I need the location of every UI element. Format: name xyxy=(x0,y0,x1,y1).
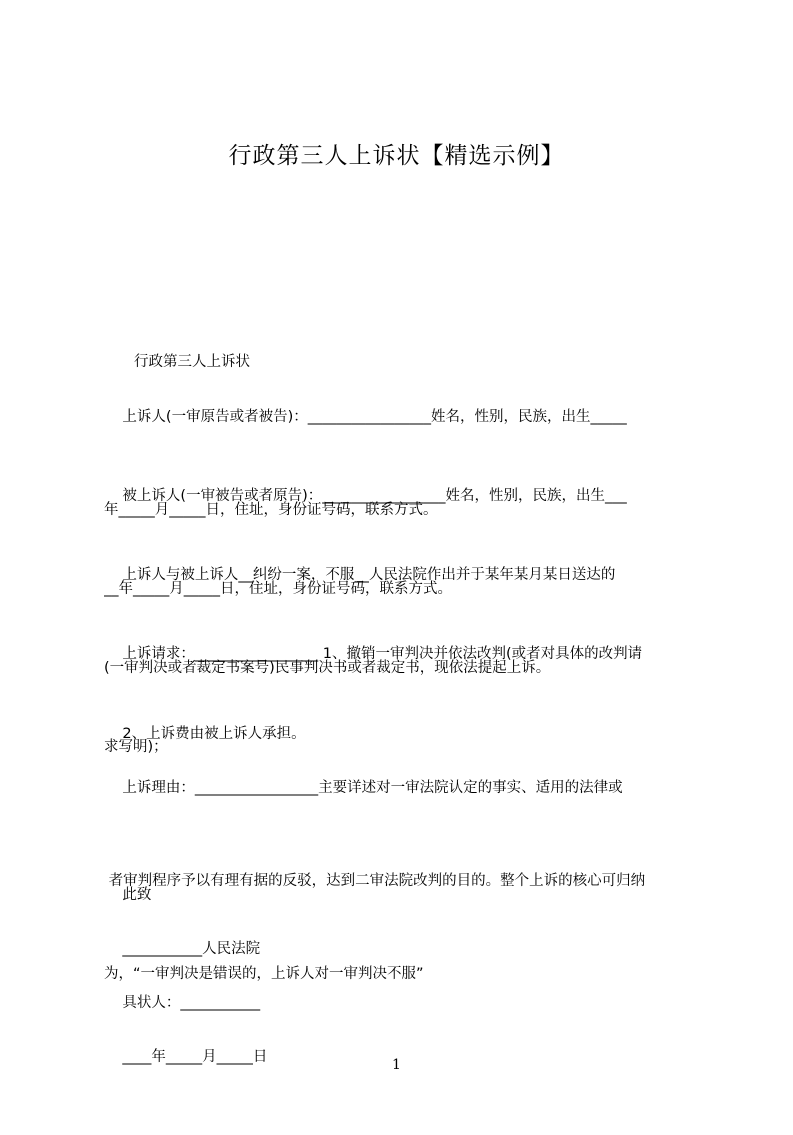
document-title: 行政第三人上诉状【精选示例】 xyxy=(228,143,565,169)
appellee-line-1: 被上诉人(一审被告或者原告)：_________________姓名，性别，民族，出生___ xyxy=(104,488,627,504)
appellant-line-1: 上诉人(一审原告或者被告)：_________________姓名，性别，民族，出生_____ xyxy=(104,409,627,425)
cost-line: 2、上诉费由被上诉人承担。 xyxy=(104,726,306,742)
request-line-1: 上诉请求：_________________ 1、撤销一审判决并依法改判(或者对具体的改判请 xyxy=(104,646,643,662)
signer-line: 具状人：___________ xyxy=(104,995,261,1011)
page-number: 1 xyxy=(392,1057,401,1073)
request-line-2: 求写明)； xyxy=(104,739,168,755)
reason-line-3: 为，“一审判决是错误的，上诉人对一审判决不服” xyxy=(104,966,424,982)
reason-line-2: 者审判程序予以有理有据的反驳，达到二审法院改判的目的。整个上诉的核心可归纳 xyxy=(104,873,646,889)
court-line: ___________人民法院 xyxy=(104,941,261,957)
case-line-1: 上诉人与被上诉人__纠纷一案，不服__人民法院作出并于某年某月某日送达的 xyxy=(104,567,616,583)
salutation-line: 此致 xyxy=(104,887,152,903)
heading-line: 行政第三人上诉状 xyxy=(134,354,250,370)
date-line: ____年_____月_____日 xyxy=(104,1049,268,1065)
appellant-line-2: 年_____月_____日，住址，身份证号码，联系方式。 xyxy=(104,502,438,518)
case-line-2: (一审判决或者裁定书案号)民事判决书或者裁定书，现依法提起上诉。 xyxy=(104,660,551,676)
reason-line-1: 上诉理由：_________________主要详述对一审法院认定的事实、适用的法律或 xyxy=(104,780,623,796)
appellee-line-2: __年_____月_____日，住址，身份证号码，联系方式。 xyxy=(104,581,452,597)
